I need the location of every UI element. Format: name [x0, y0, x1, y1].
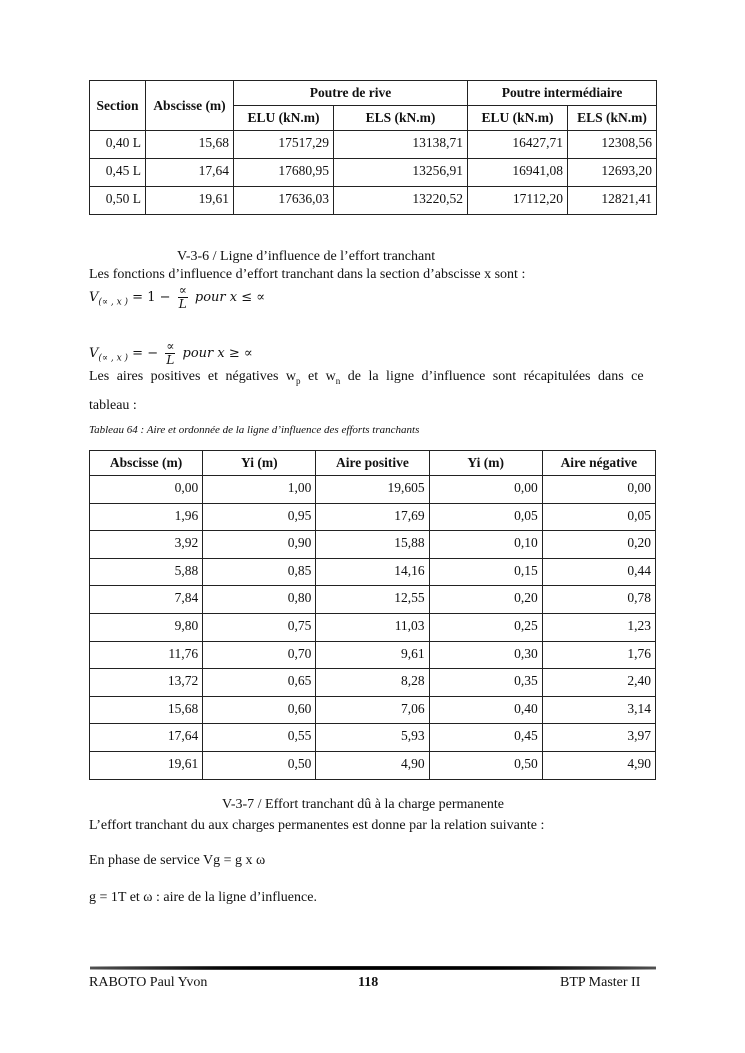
table-cell: 17636,03	[234, 187, 334, 215]
formula-1: $V_{(\propto , x )} = 1$ − $\frac{\propto}{L}$ pour x ≤ ∝	[89, 283, 266, 311]
table-cell: 0,10	[429, 531, 542, 559]
table-cell: 9,61	[316, 641, 429, 669]
influence-table	[89, 450, 656, 780]
table-cell: 0,45	[429, 724, 542, 752]
table-cell: 0,40 L	[90, 131, 146, 159]
table-cell: 3,92	[90, 531, 203, 559]
table-row	[90, 159, 657, 187]
table-cell: 13256,91	[334, 159, 468, 187]
header-elu-rive: ELU (kN.m)	[234, 106, 334, 131]
table-cell: 12,55	[316, 586, 429, 614]
table-cell: 2,40	[542, 669, 655, 697]
intro-text: Les fonctions d’influence d’effort tranchant dans la section d’abscisse x sont :	[89, 267, 526, 282]
table-cell: 0,25	[429, 613, 542, 641]
table-row	[90, 613, 656, 641]
table-cell: 5,88	[90, 558, 203, 586]
table-cell: 9,80	[90, 613, 203, 641]
table-cell: 4,90	[316, 751, 429, 779]
table-cell: 17,64	[146, 159, 234, 187]
table-cell: 12308,56	[568, 131, 657, 159]
table-cell: 3,14	[542, 696, 655, 724]
text-line-2: En phase de service Vg = g x ω	[89, 853, 266, 868]
table-cell: 19,605	[316, 476, 429, 504]
table-cell: 14,16	[316, 558, 429, 586]
table-cell: 0,60	[203, 696, 316, 724]
header-poutre-intermediaire: Poutre intermédiaire	[468, 81, 657, 106]
column-header: Yi (m)	[429, 451, 542, 476]
column-header: Aire négative	[542, 451, 655, 476]
table-cell: 0,75	[203, 613, 316, 641]
table-cell: 1,76	[542, 641, 655, 669]
table-row	[90, 558, 656, 586]
table-cell: 15,88	[316, 531, 429, 559]
footer-author: RABOTO Paul Yvon	[89, 975, 208, 990]
table-cell: 1,96	[90, 503, 203, 531]
table-cell: 13220,52	[334, 187, 468, 215]
table-cell: 0,00	[429, 476, 542, 504]
text-line-3: g = 1T et ω : aire de la ligne d’influence.	[89, 890, 317, 905]
table-row	[90, 669, 656, 697]
formula-2: $V_{(\propto , x )}$ = − $\frac{\propto}{L}$ pour x ≥ ∝	[89, 339, 253, 367]
table-cell: 17,64	[90, 724, 203, 752]
column-header: Abscisse (m)	[90, 451, 203, 476]
table-cell: 0,00	[542, 476, 655, 504]
table-cell: 0,85	[203, 558, 316, 586]
paragraph-tableau: tableau :	[89, 398, 137, 413]
table-cell: 5,93	[316, 724, 429, 752]
header-poutre-rive: Poutre de rive	[234, 81, 468, 106]
table-caption: Tableau 64 : Aire et ordonnée de la ligne d’influence des efforts tranchants	[89, 424, 420, 436]
table-cell: 15,68	[90, 696, 203, 724]
table-cell: 0,95	[203, 503, 316, 531]
table-cell: 8,28	[316, 669, 429, 697]
table-cell: 0,65	[203, 669, 316, 697]
header-section: Section	[90, 81, 146, 131]
table-cell: 0,20	[429, 586, 542, 614]
table-cell: 13,72	[90, 669, 203, 697]
table-cell: 1,23	[542, 613, 655, 641]
table-cell: 16427,71	[468, 131, 568, 159]
header-els-inter: ELS (kN.m)	[568, 106, 657, 131]
table-row	[90, 641, 656, 669]
table-cell: 15,68	[146, 131, 234, 159]
table-cell: 17,69	[316, 503, 429, 531]
table-cell: 0,44	[542, 558, 655, 586]
table-cell: 0,15	[429, 558, 542, 586]
table-cell: 0,55	[203, 724, 316, 752]
table-row	[90, 531, 656, 559]
table-cell: 0,30	[429, 641, 542, 669]
table-row	[90, 187, 657, 215]
table-cell: 17112,20	[468, 187, 568, 215]
header-abscisse: Abscisse (m)	[146, 81, 234, 131]
table-cell: 19,61	[146, 187, 234, 215]
column-header: Aire positive	[316, 451, 429, 476]
table-row	[90, 503, 656, 531]
section-heading-v-3-7: V-3-7 / Effort tranchant dû à la charge permanente	[222, 797, 504, 812]
table-cell: 17517,29	[234, 131, 334, 159]
footer-divider	[90, 966, 656, 970]
header-elu-inter: ELU (kN.m)	[468, 106, 568, 131]
table-cell: 0,90	[203, 531, 316, 559]
table-cell: 0,70	[203, 641, 316, 669]
table-cell: 13138,71	[334, 131, 468, 159]
table-cell: 0,20	[542, 531, 655, 559]
table-cell: 1,00	[203, 476, 316, 504]
table-row	[90, 696, 656, 724]
table-cell: 12693,20	[568, 159, 657, 187]
table-row	[90, 724, 656, 752]
table-cell: 0,50 L	[90, 187, 146, 215]
table-cell: 4,90	[542, 751, 655, 779]
table-row	[90, 131, 657, 159]
table-cell: 17680,95	[234, 159, 334, 187]
table-cell: 16941,08	[468, 159, 568, 187]
table-cell: 0,80	[203, 586, 316, 614]
table-cell: 0,78	[542, 586, 655, 614]
table-cell: 0,35	[429, 669, 542, 697]
table-row	[90, 751, 656, 779]
text-line-1: L’effort tranchant du aux charges permanentes est donne par la relation suivante :	[89, 818, 545, 833]
table-cell: 7,84	[90, 586, 203, 614]
table-cell: 0,45 L	[90, 159, 146, 187]
table-cell: 0,00	[90, 476, 203, 504]
table-cell: 11,76	[90, 641, 203, 669]
table-cell: 7,06	[316, 696, 429, 724]
section-heading-v-3-6: V-3-6 / Ligne d’influence de l’effort tranchant	[177, 249, 436, 264]
table-cell: 3,97	[542, 724, 655, 752]
table-cell: 0,05	[542, 503, 655, 531]
table-cell: 19,61	[90, 751, 203, 779]
table-cell: 0,50	[203, 751, 316, 779]
paragraph-aires: Les aires positives et négatives $w_p$ et $w_n$ de la ligne d’influence sont récapitulées dans ce	[89, 369, 644, 386]
table-cell: 0,40	[429, 696, 542, 724]
table-cell: 11,03	[316, 613, 429, 641]
column-header: Yi (m)	[203, 451, 316, 476]
page-number: 118	[358, 975, 379, 990]
header-els-rive: ELS (kN.m)	[334, 106, 468, 131]
footer-program: BTP Master II	[560, 975, 641, 990]
table-cell: 0,50	[429, 751, 542, 779]
table-row	[90, 476, 656, 504]
table-row	[90, 586, 656, 614]
table-cell: 12821,41	[568, 187, 657, 215]
table-cell: 0,05	[429, 503, 542, 531]
moment-table	[89, 80, 657, 215]
